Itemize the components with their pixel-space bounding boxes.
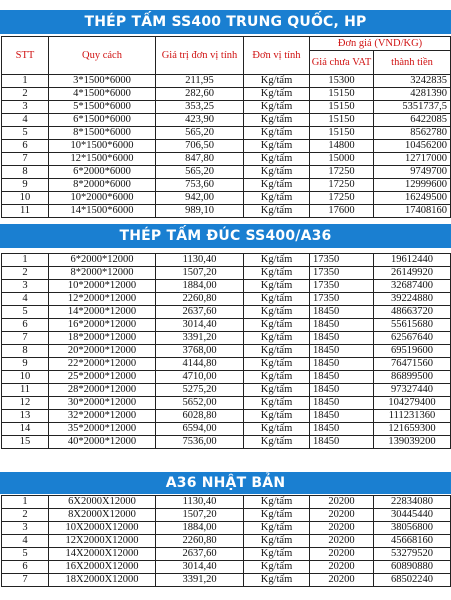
row-total: 68502240 <box>374 574 451 587</box>
row-unit: Kg/tấm <box>244 267 310 280</box>
row-spec: 6*2000*6000 <box>49 166 156 179</box>
row-weight: 565,20 <box>156 166 244 179</box>
row-stt: 15 <box>2 436 49 449</box>
row-spec: 18X2000X12000 <box>49 574 156 587</box>
row-stt: 13 <box>2 410 49 423</box>
row-total: 5351737,5 <box>374 101 451 114</box>
table-row <box>2 496 451 509</box>
row-spec: 40*2000*12000 <box>49 436 156 449</box>
section3-title: A36 NHẬT BẢN <box>0 472 451 494</box>
row-total: 12999600 <box>374 179 451 192</box>
row-weight: 1130,40 <box>156 496 244 509</box>
row-stt: 11 <box>2 205 49 218</box>
row-stt: 5 <box>2 127 49 140</box>
header-price-group: Đơn giá (VND/KG) <box>310 37 451 51</box>
section2-table <box>1 253 451 449</box>
row-spec: 6*1500*6000 <box>49 114 156 127</box>
section1-table <box>1 36 451 218</box>
table-row <box>2 75 451 88</box>
table-row <box>2 574 451 587</box>
row-unit: Kg/tấm <box>244 306 310 319</box>
row-total: 139039200 <box>374 436 451 449</box>
section1-title: THÉP TẤM SS400 TRUNG QUỐC, HP <box>0 10 451 34</box>
row-total: 32687400 <box>374 280 451 293</box>
row-price: 15150 <box>310 114 374 127</box>
row-spec: 22*2000*12000 <box>49 358 156 371</box>
row-price: 20200 <box>310 522 374 535</box>
table-row <box>2 267 451 280</box>
row-unit: Kg/tấm <box>244 319 310 332</box>
section2-title: THÉP TẤM ĐÚC SS400/A36 <box>0 224 451 248</box>
row-stt: 5 <box>2 306 49 319</box>
row-price: 17350 <box>310 293 374 306</box>
row-unit: Kg/tấm <box>244 509 310 522</box>
table-row <box>2 114 451 127</box>
row-weight: 1507,20 <box>156 509 244 522</box>
row-spec: 5*1500*6000 <box>49 101 156 114</box>
row-total: 6422085 <box>374 114 451 127</box>
row-spec: 16X2000X12000 <box>49 561 156 574</box>
row-price: 18450 <box>310 384 374 397</box>
row-unit: Kg/tấm <box>244 496 310 509</box>
row-total: 16249500 <box>374 192 451 205</box>
row-total: 86899500 <box>374 371 451 384</box>
row-weight: 282,60 <box>156 88 244 101</box>
row-spec: 12*2000*12000 <box>49 293 156 306</box>
section3-table <box>1 495 451 587</box>
row-spec: 14*2000*12000 <box>49 306 156 319</box>
row-stt: 2 <box>2 267 49 280</box>
table-row <box>2 140 451 153</box>
row-total: 62567640 <box>374 332 451 345</box>
table-row <box>2 345 451 358</box>
row-total: 48663720 <box>374 306 451 319</box>
row-unit: Kg/tấm <box>244 332 310 345</box>
row-unit: Kg/tấm <box>244 574 310 587</box>
row-unit: Kg/tấm <box>244 88 310 101</box>
row-price: 18450 <box>310 410 374 423</box>
row-weight: 3014,40 <box>156 561 244 574</box>
row-total: 17408160 <box>374 205 451 218</box>
row-price: 18450 <box>310 436 374 449</box>
header-weight: Giá trị đơn vị tính <box>156 37 244 75</box>
row-weight: 2260,80 <box>156 535 244 548</box>
table-row <box>2 205 451 218</box>
row-stt: 4 <box>2 293 49 306</box>
row-unit: Kg/tấm <box>244 140 310 153</box>
row-stt: 5 <box>2 548 49 561</box>
row-stt: 8 <box>2 345 49 358</box>
row-stt: 7 <box>2 574 49 587</box>
row-unit: Kg/tấm <box>244 561 310 574</box>
row-weight: 3768,00 <box>156 345 244 358</box>
row-stt: 6 <box>2 561 49 574</box>
row-unit: Kg/tấm <box>244 410 310 423</box>
row-weight: 6594,00 <box>156 423 244 436</box>
section1-body <box>2 75 451 218</box>
table-row <box>2 548 451 561</box>
row-price: 17600 <box>310 205 374 218</box>
table-row <box>2 423 451 436</box>
row-price: 15150 <box>310 127 374 140</box>
row-price: 15150 <box>310 88 374 101</box>
table-row <box>2 192 451 205</box>
row-spec: 4*1500*6000 <box>49 88 156 101</box>
row-price: 17350 <box>310 267 374 280</box>
row-total: 19612440 <box>374 254 451 267</box>
row-total: 60890880 <box>374 561 451 574</box>
row-unit: Kg/tấm <box>244 371 310 384</box>
row-total: 30445440 <box>374 509 451 522</box>
row-unit: Kg/tấm <box>244 114 310 127</box>
row-price: 17350 <box>310 280 374 293</box>
row-unit: Kg/tấm <box>244 192 310 205</box>
row-spec: 10X2000X12000 <box>49 522 156 535</box>
section3-body <box>2 496 451 587</box>
row-stt: 3 <box>2 522 49 535</box>
row-weight: 1884,00 <box>156 522 244 535</box>
row-spec: 8*2000*6000 <box>49 179 156 192</box>
row-price: 17250 <box>310 166 374 179</box>
row-spec: 6X2000X12000 <box>49 496 156 509</box>
row-total: 3242835 <box>374 75 451 88</box>
row-stt: 10 <box>2 371 49 384</box>
row-weight: 423,90 <box>156 114 244 127</box>
row-unit: Kg/tấm <box>244 535 310 548</box>
row-stt: 10 <box>2 192 49 205</box>
row-stt: 2 <box>2 509 49 522</box>
table-row <box>2 306 451 319</box>
row-total: 55615680 <box>374 319 451 332</box>
row-weight: 3391,20 <box>156 574 244 587</box>
row-spec: 12*1500*6000 <box>49 153 156 166</box>
row-weight: 2637,60 <box>156 548 244 561</box>
table-row <box>2 332 451 345</box>
row-total: 10456200 <box>374 140 451 153</box>
row-price: 18450 <box>310 306 374 319</box>
row-weight: 565,20 <box>156 127 244 140</box>
row-stt: 7 <box>2 332 49 345</box>
row-stt: 4 <box>2 114 49 127</box>
row-price: 18450 <box>310 371 374 384</box>
table-row <box>2 384 451 397</box>
row-unit: Kg/tấm <box>244 358 310 371</box>
row-price: 18450 <box>310 358 374 371</box>
row-weight: 5652,00 <box>156 397 244 410</box>
row-price: 20200 <box>310 509 374 522</box>
row-spec: 12X2000X12000 <box>49 535 156 548</box>
row-price: 20200 <box>310 535 374 548</box>
row-total: 45668160 <box>374 535 451 548</box>
row-stt: 3 <box>2 101 49 114</box>
row-spec: 25*2000*12000 <box>49 371 156 384</box>
row-price: 20200 <box>310 574 374 587</box>
row-total: 12717000 <box>374 153 451 166</box>
table-row <box>2 535 451 548</box>
row-weight: 6028,80 <box>156 410 244 423</box>
row-weight: 989,10 <box>156 205 244 218</box>
row-unit: Kg/tấm <box>244 205 310 218</box>
row-spec: 14X2000X12000 <box>49 548 156 561</box>
row-price: 18450 <box>310 332 374 345</box>
row-stt: 8 <box>2 166 49 179</box>
table-row <box>2 88 451 101</box>
table-row <box>2 254 451 267</box>
row-total: 9749700 <box>374 166 451 179</box>
table-row <box>2 371 451 384</box>
row-weight: 1130,40 <box>156 254 244 267</box>
row-spec: 18*2000*12000 <box>49 332 156 345</box>
row-weight: 1507,20 <box>156 267 244 280</box>
row-spec: 20*2000*12000 <box>49 345 156 358</box>
row-unit: Kg/tấm <box>244 127 310 140</box>
row-price: 18450 <box>310 345 374 358</box>
row-price: 17350 <box>310 254 374 267</box>
row-weight: 4144,80 <box>156 358 244 371</box>
row-stt: 11 <box>2 384 49 397</box>
row-price: 17250 <box>310 192 374 205</box>
row-total: 39224880 <box>374 293 451 306</box>
row-spec: 14*1500*6000 <box>49 205 156 218</box>
row-weight: 706,50 <box>156 140 244 153</box>
row-weight: 353,25 <box>156 101 244 114</box>
row-stt: 12 <box>2 397 49 410</box>
row-price: 15300 <box>310 75 374 88</box>
row-total: 8562780 <box>374 127 451 140</box>
table-row <box>2 101 451 114</box>
row-spec: 6*2000*12000 <box>49 254 156 267</box>
row-stt: 14 <box>2 423 49 436</box>
row-total: 38056800 <box>374 522 451 535</box>
row-spec: 8*1500*6000 <box>49 127 156 140</box>
row-weight: 7536,00 <box>156 436 244 449</box>
row-spec: 8X2000X12000 <box>49 509 156 522</box>
row-total: 97327440 <box>374 384 451 397</box>
table-row <box>2 509 451 522</box>
row-weight: 3014,40 <box>156 319 244 332</box>
header-unit: Đơn vị tính <box>244 37 310 75</box>
row-stt: 4 <box>2 535 49 548</box>
row-spec: 10*1500*6000 <box>49 140 156 153</box>
row-unit: Kg/tấm <box>244 345 310 358</box>
row-unit: Kg/tấm <box>244 280 310 293</box>
row-weight: 211,95 <box>156 75 244 88</box>
row-total: 111231360 <box>374 410 451 423</box>
row-unit: Kg/tấm <box>244 293 310 306</box>
table-row <box>2 153 451 166</box>
table-row <box>2 319 451 332</box>
row-total: 104279400 <box>374 397 451 410</box>
row-price: 20200 <box>310 548 374 561</box>
row-unit: Kg/tấm <box>244 522 310 535</box>
row-weight: 3391,20 <box>156 332 244 345</box>
row-weight: 753,60 <box>156 179 244 192</box>
row-stt: 1 <box>2 75 49 88</box>
table-row <box>2 127 451 140</box>
row-spec: 8*2000*12000 <box>49 267 156 280</box>
row-price: 20200 <box>310 496 374 509</box>
table-row <box>2 293 451 306</box>
row-stt: 9 <box>2 179 49 192</box>
header-spec: Quy cách <box>49 37 156 75</box>
row-total: 76471560 <box>374 358 451 371</box>
row-price: 18450 <box>310 423 374 436</box>
table-row <box>2 358 451 371</box>
row-unit: Kg/tấm <box>244 384 310 397</box>
row-total: 22834080 <box>374 496 451 509</box>
row-price: 14800 <box>310 140 374 153</box>
row-total: 69519600 <box>374 345 451 358</box>
row-spec: 32*2000*12000 <box>49 410 156 423</box>
row-weight: 1884,00 <box>156 280 244 293</box>
header-price-novat: Giá chưa VAT <box>310 51 374 75</box>
row-unit: Kg/tấm <box>244 101 310 114</box>
row-price: 15000 <box>310 153 374 166</box>
row-stt: 1 <box>2 496 49 509</box>
row-stt: 6 <box>2 140 49 153</box>
row-total: 121659300 <box>374 423 451 436</box>
row-unit: Kg/tấm <box>244 436 310 449</box>
row-total: 53279520 <box>374 548 451 561</box>
row-spec: 10*2000*6000 <box>49 192 156 205</box>
row-price: 17250 <box>310 179 374 192</box>
row-unit: Kg/tấm <box>244 548 310 561</box>
table-row <box>2 280 451 293</box>
row-spec: 28*2000*12000 <box>49 384 156 397</box>
row-unit: Kg/tấm <box>244 166 310 179</box>
row-stt: 1 <box>2 254 49 267</box>
row-spec: 16*2000*12000 <box>49 319 156 332</box>
row-weight: 4710,00 <box>156 371 244 384</box>
row-spec: 3*1500*6000 <box>49 75 156 88</box>
row-weight: 847,80 <box>156 153 244 166</box>
row-price: 20200 <box>310 561 374 574</box>
row-unit: Kg/tấm <box>244 75 310 88</box>
row-stt: 7 <box>2 153 49 166</box>
row-stt: 6 <box>2 319 49 332</box>
row-price: 18450 <box>310 397 374 410</box>
row-total: 26149920 <box>374 267 451 280</box>
row-unit: Kg/tấm <box>244 423 310 436</box>
row-stt: 2 <box>2 88 49 101</box>
row-unit: Kg/tấm <box>244 179 310 192</box>
header-total: thành tiền <box>374 51 451 75</box>
table-row <box>2 179 451 192</box>
row-spec: 10*2000*12000 <box>49 280 156 293</box>
row-price: 18450 <box>310 319 374 332</box>
row-price: 15150 <box>310 101 374 114</box>
row-weight: 5275,20 <box>156 384 244 397</box>
table-row <box>2 522 451 535</box>
row-weight: 942,00 <box>156 192 244 205</box>
row-stt: 3 <box>2 280 49 293</box>
table-row <box>2 436 451 449</box>
row-weight: 2637,60 <box>156 306 244 319</box>
row-stt: 9 <box>2 358 49 371</box>
table-row <box>2 561 451 574</box>
table-row <box>2 166 451 179</box>
row-spec: 30*2000*12000 <box>49 397 156 410</box>
table-row <box>2 397 451 410</box>
section2-body <box>2 254 451 449</box>
row-weight: 2260,80 <box>156 293 244 306</box>
header-stt: STT <box>2 37 49 75</box>
table-row <box>2 410 451 423</box>
row-total: 4281390 <box>374 88 451 101</box>
row-unit: Kg/tấm <box>244 254 310 267</box>
row-spec: 35*2000*12000 <box>49 423 156 436</box>
row-unit: Kg/tấm <box>244 153 310 166</box>
row-unit: Kg/tấm <box>244 397 310 410</box>
